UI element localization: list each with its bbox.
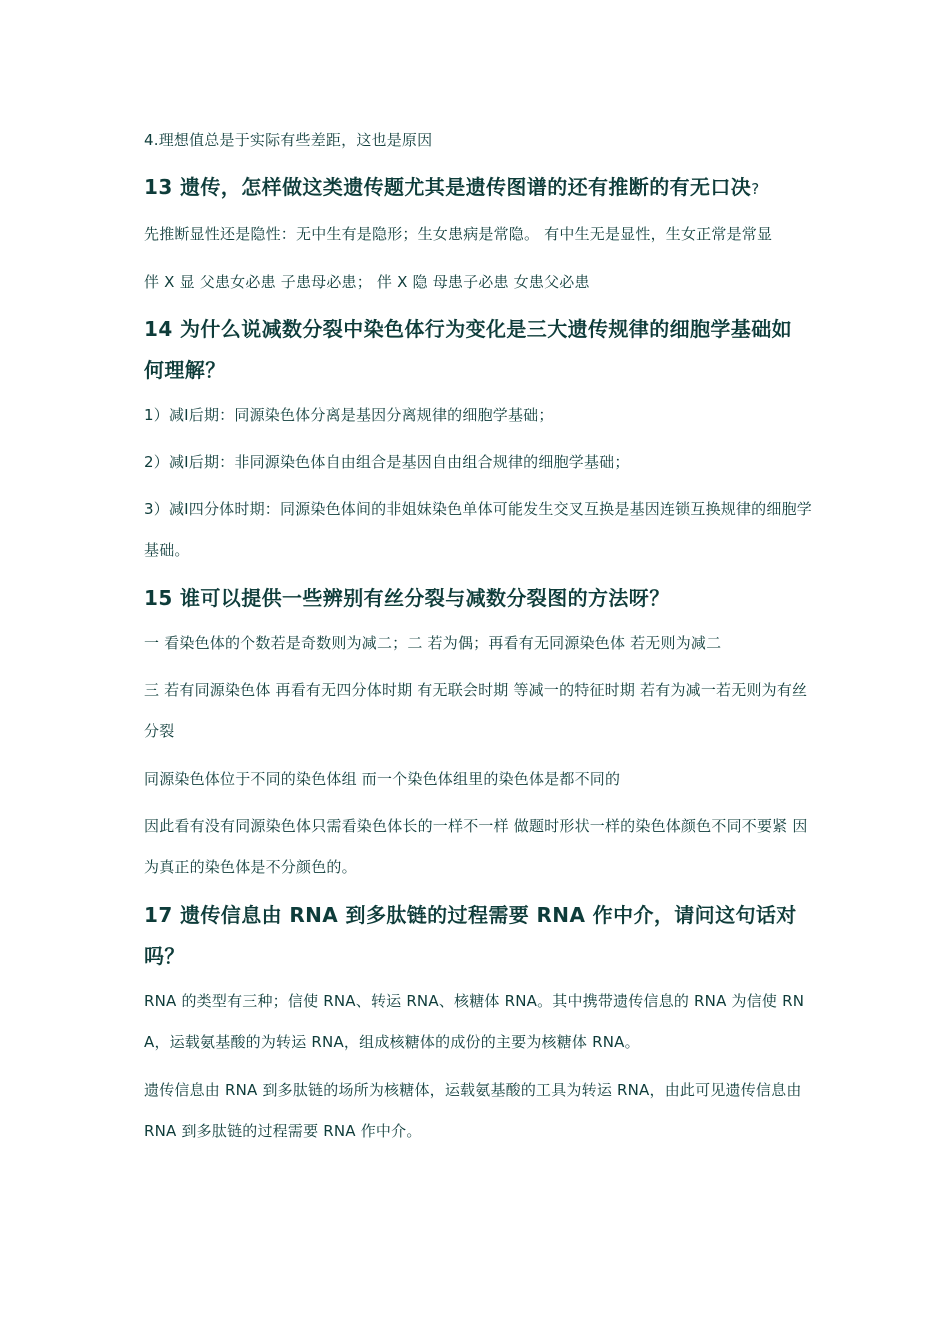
paragraph-method-1: 一 看染色体的个数若是奇数则为减二；二 若为偶；再看有无同源染色体 若无则为减二 <box>144 634 722 652</box>
heading-q13-text: 13 遗传，怎样做这类遗传题尤其是遗传图谱的还有推断的有无口决 <box>144 175 752 199</box>
paragraph-x-linked: 伴 X 显 父患女必患 子患母必患； 伴 X 隐 母患子必患 女患父必患 <box>144 273 590 291</box>
heading-q15: 15 谁可以提供一些辨别有丝分裂与减数分裂图的方法呀？ <box>144 586 670 610</box>
heading-q14: 14 为什么说减数分裂中染色体行为变化是三大遗传规律的细胞学基础如何理解？ <box>144 317 792 382</box>
paragraph-dominant-recessive: 先推断显性还是隐性：无中生有是隐形；生女患病是常隐。 有中生无是显性，生女正常是常显 <box>144 225 773 243</box>
paragraph-meiosis-2: 2）减Ⅰ后期：非同源染色体自由组合是基因自由组合规律的细胞学基础； <box>144 453 630 471</box>
paragraph-meiosis-3: 3）减Ⅰ四分体时期：同源染色体间的非姐妹染色单体可能发生交叉互换是基因连锁互换规律的细胞学基础。 <box>144 500 812 559</box>
paragraph-homologous-groups: 同源染色体位于不同的染色体组 而一个染色体组里的染色体是都不同的 <box>144 770 621 788</box>
heading-q13-question-mark: ? <box>751 180 760 198</box>
paragraph-reason-note: 4.理想值总是于实际有些差距，这也是原因 <box>144 131 433 149</box>
paragraph-method-2: 三 若有同源染色体 再看有无四分体时期 有无联会时期 等减一的特征时期 若有为减一若无则为有丝分裂 <box>144 681 808 740</box>
heading-q17: 17 遗传信息由 RNA 到多肽链的过程需要 RNA 作中介，请问这句话对吗？ <box>144 903 797 968</box>
paragraph-chromosome-color: 因此看有没有同源染色体只需看染色体长的一样不一样 做题时形状一样的染色体颜色不同不要紧 因为真正的染色体是不分颜色的。 <box>144 817 808 876</box>
paragraph-rna-conclusion: 遗传信息由 RNA 到多肽链的场所为核糖体，运载氨基酸的工具为转运 RNA，由此可见遗传信息由 RNA 到多肽链的过程需要 RNA 作中介。 <box>144 1081 802 1140</box>
paragraph-meiosis-1: 1）减Ⅰ后期：同源染色体分离是基因分离规律的细胞学基础； <box>144 406 554 424</box>
document-body <box>144 120 812 1159</box>
heading-q13 <box>144 167 812 210</box>
paragraph-rna-types: RNA 的类型有三种；信使 RNA、转运 RNA、核糖体 RNA。其中携带遗传信息的 RNA 为信使 RNA，运载氨基酸的为转运 RNA，组成核糖体的成份的主要为核糖体 RNA。 <box>144 992 805 1051</box>
